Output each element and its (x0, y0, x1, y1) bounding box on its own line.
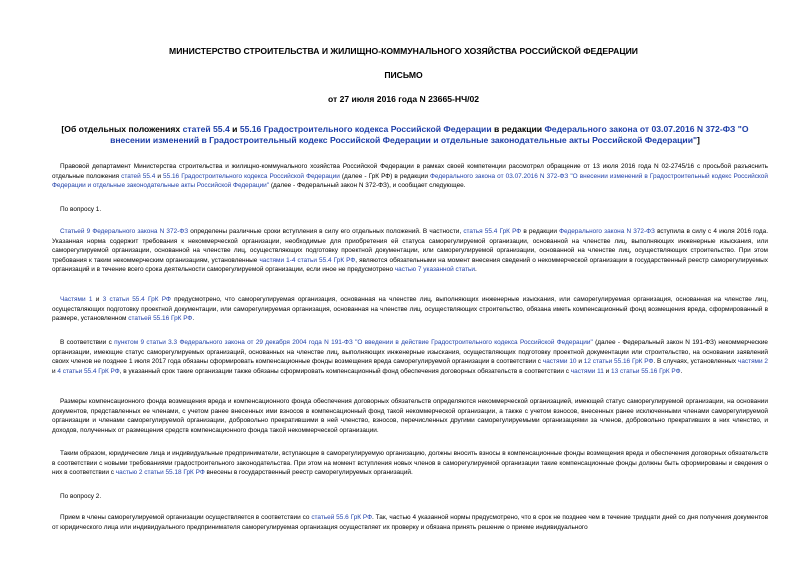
text-run: в редакции (491, 124, 545, 134)
paragraph-fund-sizes (52, 397, 768, 435)
text-run: вступила в силу с 4 июля 2016 года. Указанная норма содержит требования к некоммерческой организации, необходимые для приобретения ей статуса саморегулируемой организации, основанной на членстве лиц, выполняющих инженерные изыскания, или саморегулируемой организации, основанной на членстве лиц, осуществляющих подготовку проектной документации, или саморегулируемой организации, основанной на членстве лиц, осуществляющих строительство. При этом требования к таким некоммерческим организациям, установленные (52, 228, 768, 264)
ministry-heading: МИНИСТЕРСТВО СТРОИТЕЛЬСТВА И ЖИЛИЩНО-КОММУНАЛЬНОГО ХОЗЯЙСТВА РОССИЙСКОЙ ФЕДЕРАЦИИ (169, 46, 638, 56)
text-run: и (576, 358, 584, 365)
law-reference-link[interactable]: 12 статьи 55.16 ГрК РФ (583, 358, 654, 365)
law-reference-link[interactable]: статей 55.4 (182, 124, 230, 134)
document-date: от 27 июля 2016 года N 23665-НЧ/02 (327, 94, 480, 104)
paragraph-effective-dates (52, 227, 768, 275)
text-run: и (155, 172, 164, 180)
text-run: предусмотрено, что саморегулируемая организация, основанная на членстве лиц, выполняющих инженерные изыскания, или саморегулируемая организация, основанная на членстве лиц, осуществляющих подготовку проектной документации, или саморегулируемая организация, основанная на членстве лиц, осуществляющих строительство, обязана иметь компенсационный фонд возмещения вреда, сформированный в размере, установленном (52, 296, 768, 322)
text-run: определены различные сроки вступления в силу его отдельных положений. В частности, (188, 228, 464, 235)
law-reference-link[interactable]: 55.16 Градостроительного кодекса Российской Федерации (163, 172, 340, 180)
law-reference-link[interactable]: статья 55.4 ГрК РФ (463, 228, 522, 235)
text-run: и (52, 367, 58, 375)
text-run: . (680, 367, 683, 375)
text-run: Правовой департамент Министерства строительства и жилищно-коммунального хозяйства Российской Федерации в рамках своей компетенции рассмотрел обращение от 13 июля 2016 года N 02-2745/16 с просьбой разъяснить отдельные положения (52, 163, 768, 180)
law-reference-link[interactable]: Статьей 9 Федерального закона N 372-ФЗ (60, 228, 189, 235)
law-reference-link[interactable]: 13 статьи 55.16 ГрК РФ (611, 367, 681, 375)
law-reference-link[interactable]: частями 1-4 статьи 55.4 ГрК РФ (259, 256, 356, 264)
document-title (60, 124, 750, 146)
text-run: (далее - Федеральный закон N 191-ФЗ) некоммерческие организации, имеющие статус саморегулируемых организаций, основанных на членстве лиц, выполняющих инженерные изыскания, осуществляющих подготовку проектной документации или строительство, на основании заявлений своих членов не позднее 1 июля 2017 года обязаны сформировать компенсационные фонды возмещения вреда саморегулируемой организации в соответствии с (52, 339, 768, 365)
text-run: [Об отдельных положениях (61, 124, 183, 134)
text-run: Размеры компенсационного фонда возмещения вреда и компенсационного фонда обеспечения договорных обязательств определяются некоммерческой организацией, имеющей статус саморегулируемой организации, на основании документов, представленных ее членами, с учетом ранее внесенных ими взносов в компенсационный фонд такой некоммерческой организации, а также с учетом взносов, внесенных ранее исключенными членами саморегулируемой организации и членами саморегулируемой организации, добровольно прекратившими в ней членство, взносов, перечисленных другими саморегулируемыми организациями за членов, добровольно прекративших в них членство, и доходов, полученных от размещения средств компенсационного фонда такой некоммерческой организации. (52, 398, 768, 434)
text-run: Таким образом, юридические лица и индивидуальные предприниматели, вступающие в саморегулируемую организацию, должны вносить взносы в компенсационные фонды возмещения вреда и обеспечения договорных обязательств в соответствии с новыми требованиями градостроительного законодательства. При этом на момент вступления новых членов в саморегулируемой организации такие компенсационные фонды должны быть сформированы и сведения о них в соответствии с (52, 450, 768, 476)
text-run: По вопросу 1. (60, 206, 102, 213)
law-reference-link[interactable]: пунктом 9 статьи 3.3 Федерального закона от 29 декабря 2004 года N 191-ФЗ "О введении в действие Градостроительного кодекса Российской Федерации" (114, 339, 593, 346)
law-reference-link[interactable]: 4 статьи 55.4 ГрК РФ (57, 367, 120, 375)
paragraph-law-191 (52, 338, 768, 376)
text-run: В соответствии с (60, 339, 115, 346)
law-reference-link[interactable]: 55.16 Градостроительного кодекса Российской Федерации (239, 124, 492, 134)
law-reference-link[interactable]: частью 7 указанной статьи (394, 266, 475, 273)
law-reference-link[interactable]: статьей 55.16 ГрК РФ (128, 315, 193, 322)
text-run: . (475, 266, 477, 273)
text-run: и (229, 124, 240, 134)
law-reference-link[interactable]: частями 10 (542, 358, 577, 365)
paragraph-compensation-fund (52, 295, 768, 324)
paragraph-question-1 (52, 205, 768, 215)
text-run: Прием в члены саморегулируемой организации осуществляется в соответствии со (60, 514, 312, 521)
law-reference-link[interactable]: Федерального закона N 372-ФЗ (559, 228, 655, 235)
law-reference-link[interactable]: Федерального закона от 03.07.2016 N 372-ФЗ "О внесении изменений в Градостроительный кодекс Российской Федерации и отдельные законодательные акты Российской Федерации" (52, 172, 768, 189)
paragraph-conclusion (52, 449, 768, 478)
law-reference-link[interactable]: Федерального закона от 03.07.2016 N 372-ФЗ "О внесении изменений в Градостроительный кодекс Российской Федерации и отдельные законодательные акты Российской Федерации" (110, 124, 749, 145)
text-run: (далее - Федеральный закон N 372-ФЗ), и сообщает следующее. (269, 182, 466, 189)
text-run: . Так, частью 4 указанной нормы предусмотрено, что в срок не позднее чем в течение тридцати дней со дня получения документов от юридического лица или индивидуального предпринимателя саморегулируемая организация осуществляет их проверку и обязана принять решение о приеме индивидуального (52, 514, 769, 531)
law-reference-link[interactable]: Частями 1 (60, 296, 93, 303)
paragraph-admission (52, 513, 768, 532)
text-run: , являются обязательными на момент внесения сведений о некоммерческой организации в государственный реестр саморегулируемых организаций и в течение всего срока деятельности саморегулируемой организации, если иное не предусмотрено (52, 256, 769, 273)
law-reference-link[interactable]: частью 2 статьи 55.18 ГрК РФ (115, 469, 205, 476)
law-reference-link[interactable]: статьей 55.6 ГрК РФ (311, 514, 373, 521)
text-run: , в указанный срок такие организации также обязаны сформировать компенсационный фонд обеспечения договорных обязательств в соответствии с (119, 367, 571, 375)
text-run: (далее - ГрК РФ) в редакции (339, 172, 431, 180)
text-run: По вопросу 2. (60, 493, 102, 500)
text-run: . В случаях, установленных (653, 358, 738, 365)
law-reference-link[interactable]: 3 статьи 55.4 ГрК РФ (102, 296, 171, 303)
law-reference-link[interactable]: статей 55.4 (121, 172, 156, 180)
paragraph-question-2 (52, 492, 768, 502)
law-reference-link[interactable]: частями 2 (737, 358, 768, 365)
law-reference-link[interactable]: частями 11 (570, 367, 604, 375)
document-type: ПИСЬМО (384, 70, 423, 80)
text-run: и (603, 367, 612, 375)
text-run: и (92, 296, 103, 303)
text-run: внесены в государственный реестр саморегулируемых организаций. (204, 469, 413, 476)
paragraph-intro (52, 162, 768, 191)
text-run: . (192, 315, 195, 322)
text-run: ] (697, 135, 700, 145)
text-run: в редакции (521, 228, 560, 235)
